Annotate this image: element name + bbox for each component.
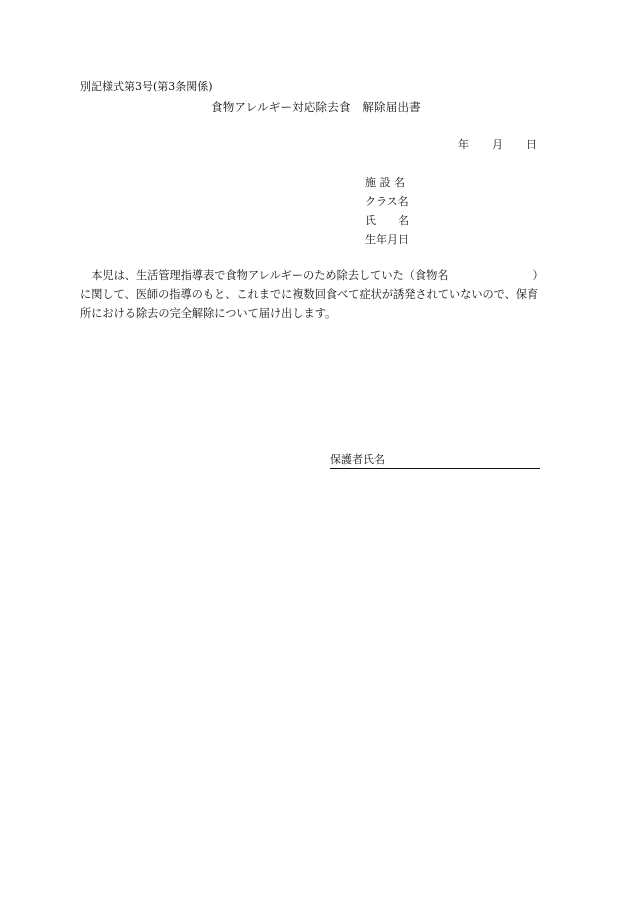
closing-paren: ）: [532, 269, 544, 282]
class-name-label: クラス名: [365, 195, 409, 208]
day-label: 日: [526, 138, 537, 151]
date-line: [458, 138, 537, 152]
declaration-text: [80, 266, 560, 323]
facility-name-label: 施 設 名: [365, 176, 405, 189]
guardian-signature-line: [330, 453, 540, 469]
info-fields: [365, 176, 409, 252]
declaration-line-1: [80, 266, 560, 285]
declaration-line-1-text: 本児は、生活管理指導表で食物アレルギーのため除去していた（食物名: [80, 269, 449, 282]
form-number: 別記様式第3号(第3条関係): [80, 80, 213, 93]
declaration-line-3: 所における除去の完全解除について届け出します。: [80, 307, 337, 320]
child-name-label: 氏 名: [365, 214, 409, 227]
declaration-line-2: に関して、医師の指導のもと、これまでに複数回食べて症状が誘発されていないので、保育: [80, 288, 539, 301]
month-label: 月: [492, 138, 503, 151]
document-title: 食物アレルギー対応除去食 解除届出書: [211, 100, 421, 114]
year-label: 年: [458, 138, 469, 151]
guardian-name-label: 保護者氏名: [330, 453, 385, 466]
birthdate-label: 生年月日: [365, 233, 409, 246]
